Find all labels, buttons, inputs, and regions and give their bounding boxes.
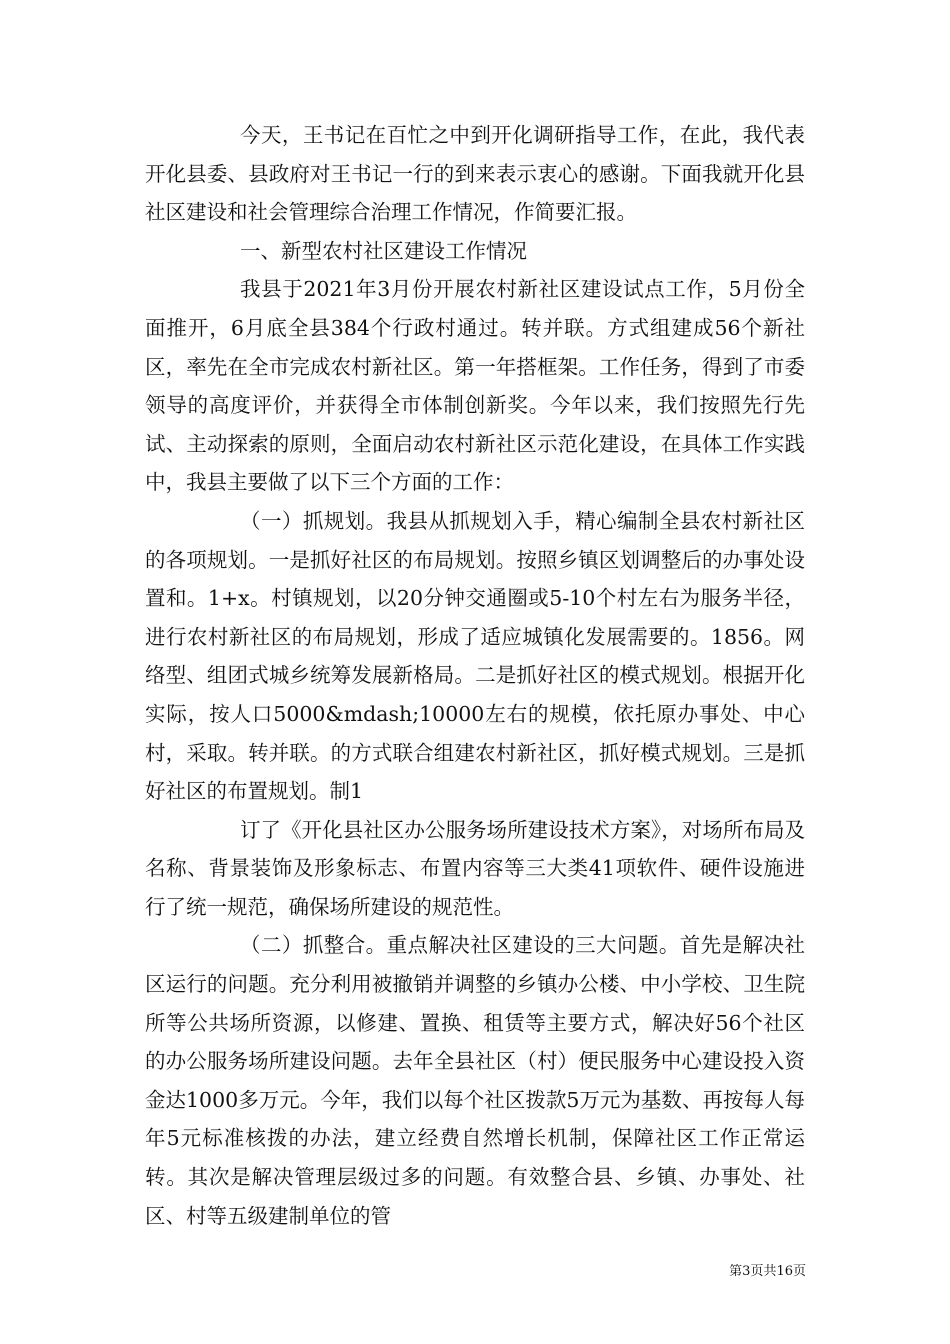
paragraph-overview: 我县于2021年3月份开展农村新社区建设试点工作，5月份全面推开，6月底全县384个行政村通过。转并联。方式组建成56个新社区，率先在全市完成农村新社区。第一年搭框架。工作任务，得到了市委领导的高度评价，并获得全市体制创新奖。今年以来，我们按照先行先试、主动探索的原则，全面启动农村新社区示范化建设，在具体工作实践中，我县主要做了以下三个方面的工作： xyxy=(145,277,805,495)
paragraph-planning-continued: 订了《开化县社区办公服务场所建设技术方案》，对场所布局及名称、背景装饰及形象标志、布置内容等三大类41项软件、硬件设施进行了统一规范，确保场所建设的规范性。 xyxy=(145,817,805,919)
paragraph-planning: （一）抓规划。我县从抓规划入手，精心编制全县农村新社区的各项规划。一是抓好社区的布局规划。按照乡镇区划调整后的办事处设置和。1+x。村镇规划，以20分钟交通圈或5-10个村左右为服务半径，进行农村新社区的布局规划，形成了适应城镇化发展需要的。1856。网络型、组团式城乡统筹发展新格局。二是抓好社区的模式规划。根据开化实际，按人口5000&mdash;10000左右的规模，依托原办事处、中心村，采取。转并联。的方式联合组建农村新社区，抓好模式规划。三是抓好社区的布置规划。制1 xyxy=(145,508,805,804)
paragraph-intro: 今天，王书记在百忙之中到开化调研指导工作，在此，我代表开化县委、县政府对王书记一行的到来表示衷心的感谢。下面我就开化县社区建设和社会管理综合治理工作情况，作简要汇报。 xyxy=(145,123,805,225)
paragraph-integration: （二）抓整合。重点解决社区建设的三大问题。首先是解决社区运行的问题。充分利用被撤销并调整的乡镇办公楼、中小学校、卫生院所等公共场所资源，以修建、置换、租赁等主要方式，解决好56个社区的办公服务场所建设问题。去年全县社区（村）便民服务中心建设投入资金达1000多万元。今年，我们以每个社区拨款5万元为基数、再按每人每年5元标准核拨的办法，建立经费自然增长机制，保障社区工作正常运转。其次是解决管理层级过多的问题。有效整合县、乡镇、办事处、社区、村等五级建制单位的管 xyxy=(145,933,805,1228)
section-heading: 一、新型农村社区建设工作情况 xyxy=(240,238,527,263)
document-body xyxy=(145,116,805,1235)
page-number-footer: 第3页共16页 xyxy=(729,1264,806,1279)
